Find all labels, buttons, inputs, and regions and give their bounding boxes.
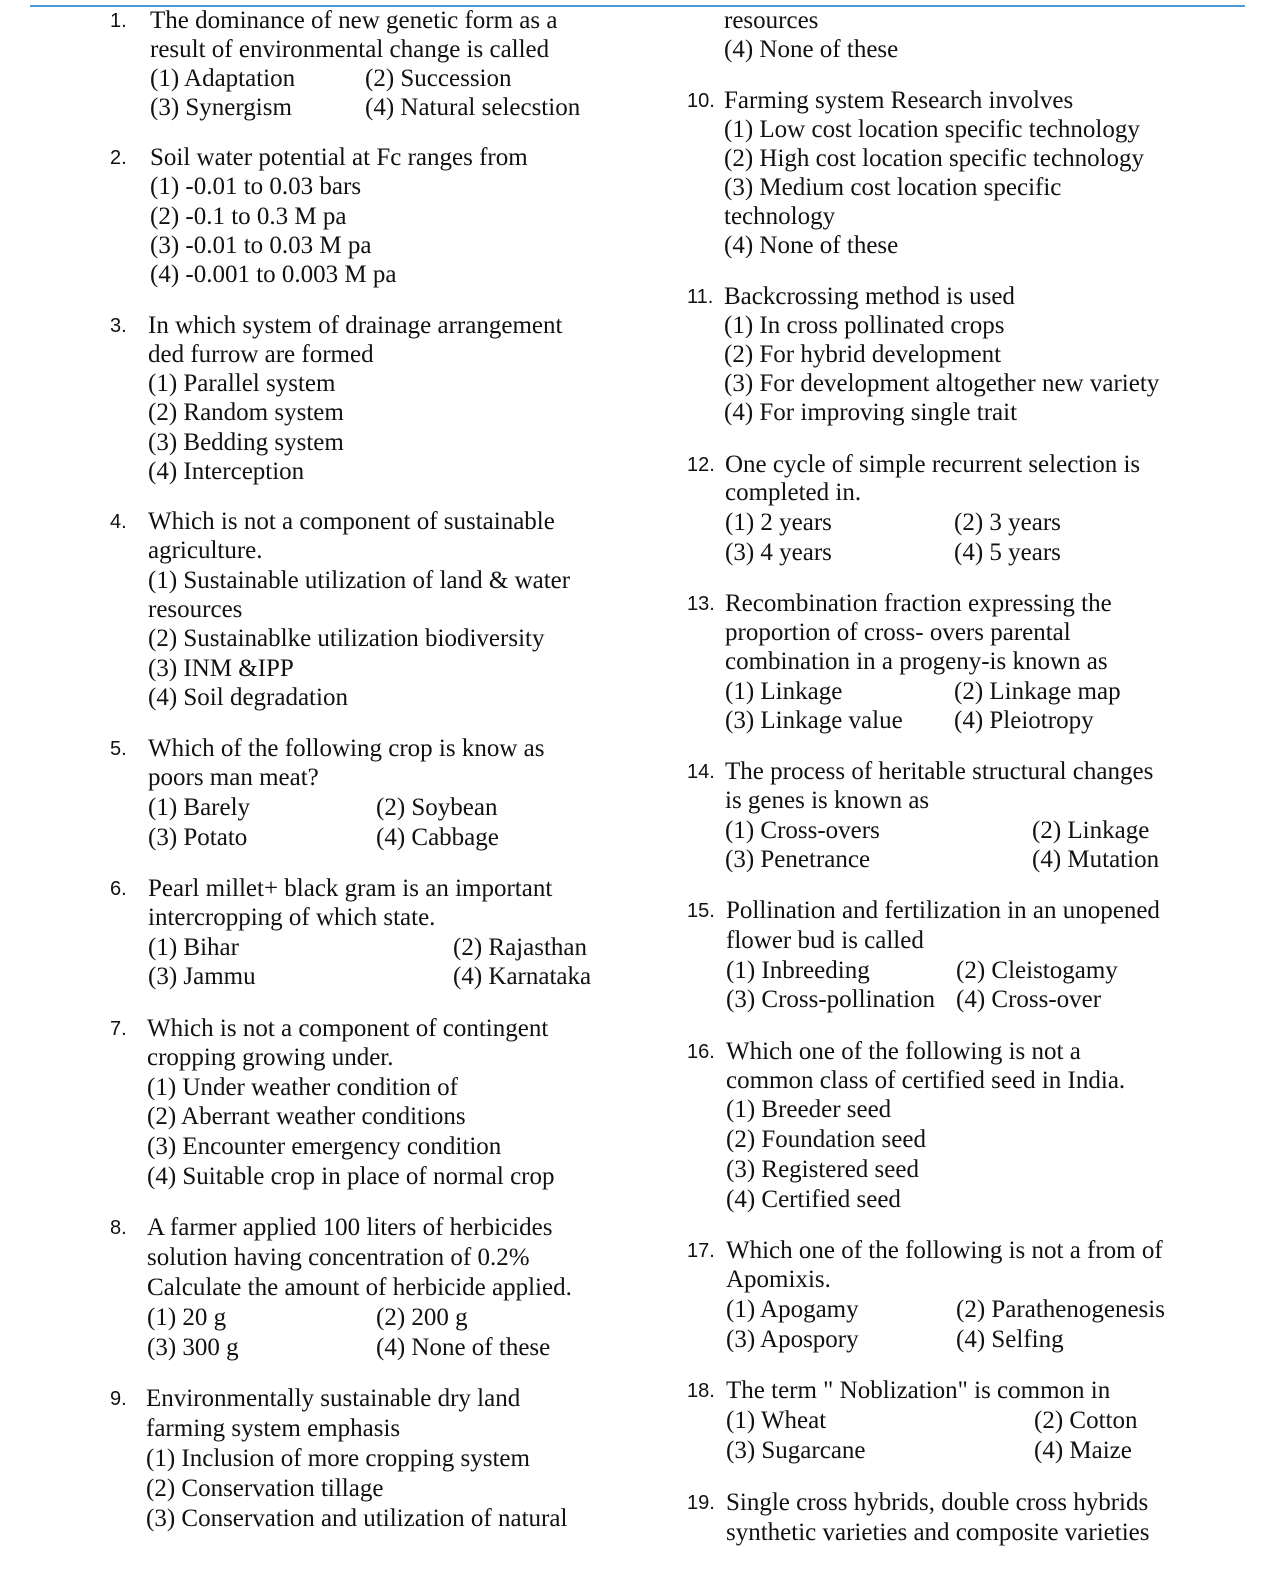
question-text: Which is not a component of contingent [147,1015,549,1042]
answer-option: (2) Succession [365,65,512,92]
question-text: Pearl millet+ black gram is an important [148,875,553,902]
question-text: cropping growing under. [147,1044,394,1071]
answer-option: (1) Inbreeding [726,957,870,984]
question-number: 15. [687,900,715,922]
question-text: Recombination fraction expressing the [725,590,1112,617]
answer-option: (4) Maize [1034,1437,1132,1464]
answer-option: (1) Bihar [148,934,239,961]
answer-option: (4) 5 years [954,539,1061,566]
answer-option: (4) None of these [724,232,899,259]
question-text: Which of the following crop is know as [148,735,545,762]
question-text: is genes is known as [725,787,930,814]
answer-option: (4) Interception [148,458,305,485]
question-text: Soil water potential at Fc ranges from [150,144,528,171]
question-text: common class of certified seed in India. [726,1067,1126,1094]
question-number: 11. [687,286,714,308]
answer-option: (2) -0.1 to 0.3 M pa [150,203,347,230]
answer-option: (2) 200 g [376,1304,468,1331]
answer-option: (3) Encounter emergency condition [147,1133,502,1160]
answer-option: (2) Aberrant weather conditions [147,1103,466,1130]
answer-option: (1) In cross pollinated crops [724,312,1005,339]
question-number: 6. [110,878,127,900]
answer-option: (3) Medium cost location specific [724,174,1062,201]
answer-option: (1) Under weather condition of [147,1074,458,1101]
question-text: synthetic varieties and composite varieties [726,1519,1150,1546]
answer-option: (3) Potato [148,824,248,851]
question-text: agriculture. [148,537,263,564]
answer-option: (1) Linkage [725,678,843,705]
question-number: 13. [687,593,715,615]
question-text: The term " Noblization" is common in [726,1377,1111,1404]
question-number: 14. [687,761,715,783]
question-number: 12. [687,454,715,476]
answer-option: (2) High cost location specific technology [724,145,1145,172]
answer-option: (4) None of these [724,36,899,63]
answer-option: (1) Apogamy [726,1296,859,1323]
question-number: 16. [687,1041,715,1063]
question-text: A farmer applied 100 liters of herbicides [147,1214,553,1241]
answer-option: (3) Cross-pollination [726,986,936,1013]
answer-option: (2) Cleistogamy [956,957,1118,984]
question-text: Calculate the amount of herbicide applied. [147,1274,572,1301]
question-text: The dominance of new genetic form as a [150,7,558,34]
answer-option: (1) Adaptation [150,65,296,92]
answer-option: (3) Bedding system [148,429,344,456]
answer-option: (2) Random system [148,399,344,426]
question-text: Backcrossing method is used [724,283,1015,310]
question-text: intercropping of which state. [148,904,436,931]
answer-option: (3) Penetrance [725,846,871,873]
answer-option: (4) For improving single trait [724,399,1018,426]
question-number: 4. [110,511,127,533]
question-text: Farming system Research involves [724,87,1074,114]
answer-option: (4) Pleiotropy [954,707,1094,734]
answer-option: (4) Certified seed [726,1186,901,1213]
question-text: Pollination and fertilization in an unopened [726,897,1160,924]
answer-option: technology [724,203,836,230]
question-number: 3. [110,315,127,337]
question-text: Single cross hybrids, double cross hybrids [726,1489,1149,1516]
answer-option: (4) Cabbage [376,824,499,851]
answer-option: (3) -0.01 to 0.03 M pa [150,232,372,259]
answer-option: (1) Sustainable utilization of land & water [148,567,571,594]
answer-option: (1) Inclusion of more cropping system [146,1445,530,1472]
answer-option: (4) Selfing [956,1326,1064,1353]
answer-option: (2) Foundation seed [726,1126,926,1153]
answer-option: (1) Barely [148,794,251,821]
answer-option: (3) Conservation and utilization of natural [146,1505,568,1532]
question-text: Which is not a component of sustainable [148,508,555,535]
question-text: ded furrow are formed [148,341,374,368]
answer-option: (4) Natural selecstion [365,94,581,121]
answer-option: (3) Sugarcane [726,1437,866,1464]
answer-option: (2) Linkage [1032,817,1150,844]
question-text: Apomixis. [726,1266,831,1293]
question-text: solution having concentration of 0.2% [147,1244,530,1271]
answer-option: (1) Wheat [726,1407,827,1434]
answer-option: (1) 2 years [725,509,832,536]
question-number: 8. [110,1217,127,1239]
answer-option: (2) Soybean [376,794,498,821]
answer-option: resources [724,7,819,34]
answer-option: (4) -0.001 to 0.003 M pa [150,261,397,288]
question-text: completed in. [725,479,862,506]
question-number: 17. [687,1240,715,1262]
answer-option: (3) Apospory [726,1326,859,1353]
answer-option: (4) Karnataka [453,963,592,990]
question-number: 18. [687,1380,715,1402]
answer-option: (3) 4 years [725,539,832,566]
question-number: 1. [110,10,127,32]
answer-option: (3) INM &IPP [148,655,294,682]
answer-option: (3) Registered seed [726,1156,919,1183]
answer-option: (4) None of these [376,1334,551,1361]
answer-option: (3) For development altogether new variety [724,370,1160,397]
answer-option: (1) Cross-overs [725,817,880,844]
answer-option: (1) Parallel system [148,370,336,397]
question-text: The process of heritable structural changes [725,758,1154,785]
answer-option: (4) Cross-over [956,986,1102,1013]
answer-option: (1) Breeder seed [726,1096,892,1123]
question-text: proportion of cross- overs parental [725,619,1071,646]
question-text: flower bud is called [726,927,924,954]
question-number: 2. [110,147,127,169]
question-text: In which system of drainage arrangement [148,312,563,339]
question-text: Environmentally sustainable dry land [146,1385,521,1412]
answer-option: (4) Soil degradation [148,684,348,711]
question-number: 9. [110,1388,127,1410]
answer-option: (2) For hybrid development [724,341,1002,368]
answer-option: (4) Mutation [1032,846,1160,873]
question-number: 19. [687,1492,715,1514]
answer-option: (1) -0.01 to 0.03 bars [150,173,362,200]
answer-option: (3) Jammu [148,963,256,990]
answer-option: (3) Linkage value [725,707,903,734]
question-number: 10. [687,90,715,112]
question-number: 7. [110,1018,127,1040]
question-text: poors man meat? [148,764,319,791]
question-text: Which one of the following is not a [726,1038,1081,1065]
question-text: result of environmental change is called [150,36,550,63]
answer-option: (2) Cotton [1034,1407,1138,1434]
answer-option: (2) Rajasthan [453,934,587,961]
question-text: Which one of the following is not a from of [726,1237,1163,1264]
question-text: farming system emphasis [146,1415,401,1442]
answer-option: (3) Synergism [150,94,292,121]
answer-option: resources [148,596,243,623]
answer-option: (4) Suitable crop in place of normal crop [147,1163,555,1190]
answer-option: (3) 300 g [147,1334,239,1361]
question-number: 5. [110,738,127,760]
answer-option: (1) 20 g [147,1304,227,1331]
answer-option: (2) Linkage map [954,678,1121,705]
answer-option: (2) Conservation tillage [146,1475,384,1502]
answer-option: (2) 3 years [954,509,1061,536]
question-text: One cycle of simple recurrent selection is [725,451,1141,478]
answer-option: (1) Low cost location specific technology [724,116,1140,143]
answer-option: (2) Parathenogenesis [956,1296,1165,1323]
question-text: combination in a progeny-is known as [725,648,1108,675]
answer-option: (2) Sustainablke utilization biodiversity [148,625,545,652]
